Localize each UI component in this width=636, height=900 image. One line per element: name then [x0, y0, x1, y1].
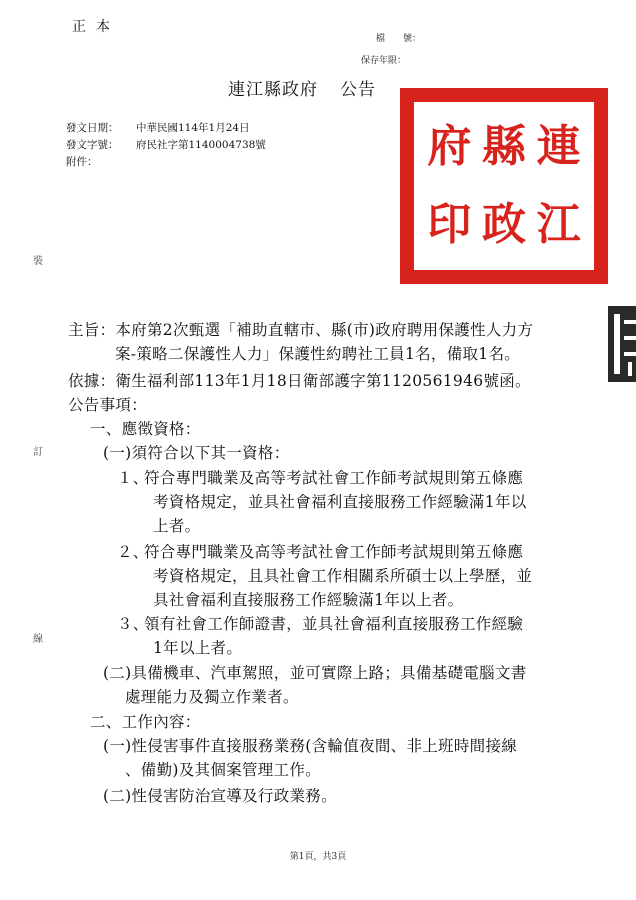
- item-number: ２、: [117, 543, 149, 561]
- qualification-item: [117, 540, 532, 612]
- subsection-heading: (一)須符合以下其一資格：: [103, 444, 290, 462]
- item-line: 上者。: [153, 517, 201, 535]
- document-header: [228, 75, 376, 100]
- edge-stamp-mark: [600, 306, 636, 382]
- seal-character: 府: [427, 121, 472, 172]
- subsection-line: 、備勤)及其個案管理工作。: [125, 761, 321, 779]
- item-line: 1年以上者。: [153, 639, 243, 657]
- item-line: 領有社會工作師證書，並具社會福利直接服務工作經驗: [144, 615, 524, 633]
- retention-period-label: 保存年限：: [361, 56, 407, 66]
- subject-line: 本府第2次甄選「補助直轄市、縣(市)政府聘用保護性人力方: [115, 321, 534, 339]
- item-number: ３、: [117, 615, 149, 633]
- subsection-paragraph: [103, 734, 517, 782]
- agency-name: 連江縣政府: [228, 80, 318, 100]
- qualification-item: [117, 466, 527, 538]
- section-heading: 二、工作內容：: [90, 713, 201, 731]
- document-type: 公告: [340, 80, 376, 100]
- issue-date-value: 中華民國114年1月24日: [136, 122, 250, 134]
- seal-frame: [409, 97, 599, 275]
- issue-date-label: 發文日期：: [66, 122, 119, 134]
- basis-label: 依據：: [68, 372, 116, 390]
- item-line: 符合專門職業及高等考試社會工作師考試規則第五條應: [144, 469, 524, 487]
- subject-paragraph: [68, 318, 533, 366]
- subsection-line: (二)性侵害防治宣導及行政業務。: [103, 787, 337, 805]
- item-line: 具社會福利直接服務工作經驗滿1年以上者。: [153, 591, 464, 609]
- item-line: 符合專門職業及高等考試社會工作師考試規則第五條應: [144, 543, 524, 561]
- attachment-row: [66, 154, 266, 171]
- item-line: 考資格規定，且具社會工作相關系所碩士以上學歷，並: [153, 567, 533, 585]
- subsection-line: (一)性侵害事件直接服務業務(含輪值夜間、非上班時間接線: [103, 737, 518, 755]
- attachment-label: 附件：: [66, 156, 98, 168]
- subject-label: 主旨：: [68, 321, 116, 339]
- issue-number-row: [66, 137, 266, 154]
- section-heading: 一、應徵資格：: [90, 420, 201, 438]
- subsection-line: 處理能力及獨立作業者。: [125, 688, 299, 706]
- item-number: １、: [117, 469, 149, 487]
- copy-label: 正本: [72, 19, 120, 35]
- official-seal: [400, 88, 608, 284]
- seal-characters: [422, 108, 586, 264]
- item-line: 考資格規定，並具社會福利直接服務工作經驗滿1年以: [153, 493, 527, 511]
- qualification-item: [117, 612, 523, 660]
- doc-number-label: 檔 號：: [376, 34, 422, 44]
- binding-mark-top: 裝: [33, 256, 43, 267]
- page-number: 第1頁，共3頁: [289, 852, 347, 862]
- seal-character: 印: [427, 199, 472, 250]
- basis-text: 衛生福利部113年1月18日衛部護字第1120561946號函。: [115, 372, 531, 390]
- issue-date-row: [66, 120, 266, 137]
- binding-mark-middle: 訂: [33, 447, 43, 458]
- basis-paragraph: [68, 369, 531, 393]
- subject-line: 案-策略二保護性人力」保護性約聘社工員1名，備取1名。: [115, 345, 521, 363]
- notice-heading: 公告事項：: [68, 396, 148, 414]
- seal-character: 連: [536, 121, 581, 172]
- seal-character: 縣: [482, 121, 526, 172]
- subsection-paragraph: [103, 661, 527, 709]
- seal-character: 江: [536, 199, 581, 250]
- seal-character: 政: [482, 199, 526, 250]
- subsection-line: (二)具備機車、汽車駕照，並可實際上路；具備基礎電腦文書: [103, 664, 527, 682]
- issue-number-value: 府民社字第1140004738號: [136, 139, 266, 151]
- issue-number-label: 發文字號：: [66, 139, 119, 151]
- binding-mark-bottom: 線: [33, 634, 43, 645]
- issue-info: [66, 120, 266, 171]
